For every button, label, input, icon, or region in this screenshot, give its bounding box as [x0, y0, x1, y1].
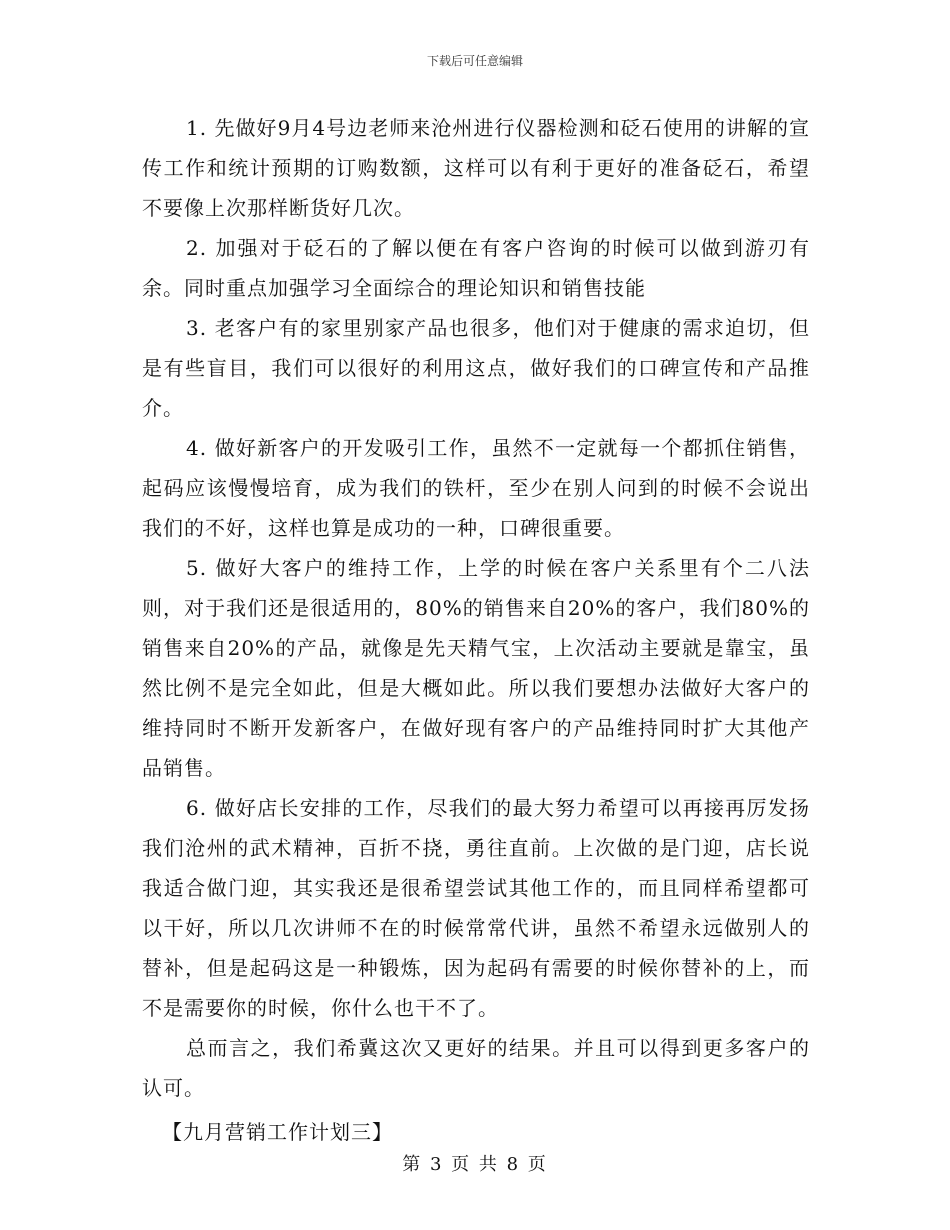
paragraph-summary: 总而言之，我们希冀这次又更好的结果。并且可以得到更多客户的认可。	[142, 1036, 810, 1100]
paragraph-item-5: 5. 做好大客户的维持工作，上学的时候在客户关系里有个二八法则，对于我们还是很适用的，80%的销售来自20%的客户，我们80%的销售来自20%的产品，就像是先天精气宝，上次活动主要就是靠宝，虽然比例不是完全如此，但是大概如此。所以我们要想办法做好大客户的维持同时不断开发新客户，在做好现有客户的产品维持同时扩大其他产品销售。	[142, 556, 810, 780]
section-title: 【九月营销工作计划三】	[162, 1120, 393, 1144]
page-number-footer: 第 3 页 共 8 页	[402, 1154, 548, 1175]
page-header-note: 下载后可任意编辑	[426, 54, 523, 68]
paragraph-item-6: 6. 做好店长安排的工作，尽我们的最大努力希望可以再接再厉发扬我们沧州的武术精神，百折不挠，勇往直前。上次做的是门迎，店长说我适合做门迎，其实我还是很希望尝试其他工作的，而且同样希望都可以干好，所以几次讲师不在的时候常常代讲，虽然不希望永远做别人的替补，但是起码这是一种锻炼，因为起码有需要的时候你替补的上，而不是需要你的时候，你什么也干不了。	[142, 796, 810, 1020]
paragraph-item-3: 3. 老客户有的家里别家产品也很多，他们对于健康的需求迫切，但是有些盲目，我们可以很好的利用这点，做好我们的口碑宣传和产品推介。	[142, 316, 810, 420]
document-body	[142, 108, 810, 1152]
paragraph-item-1: 1. 先做好9月4号边老师来沧州进行仪器检测和砭石使用的讲解的宣传工作和统计预期的订购数额，这样可以有利于更好的准备砭石，希望不要像上次那样断货好几次。	[142, 116, 810, 220]
paragraph-item-4: 4. 做好新客户的开发吸引工作，虽然不一定就每一个都抓住销售，起码应该慢慢培育，成为我们的铁杆，至少在别人问到的时候不会说出我们的不好，这样也算是成功的一种，口碑很重要。	[142, 436, 810, 540]
paragraph-item-2: 2. 加强对于砭石的了解以便在有客户咨询的时候可以做到游刃有余。同时重点加强学习全面综合的理论知识和销售技能	[142, 236, 810, 300]
